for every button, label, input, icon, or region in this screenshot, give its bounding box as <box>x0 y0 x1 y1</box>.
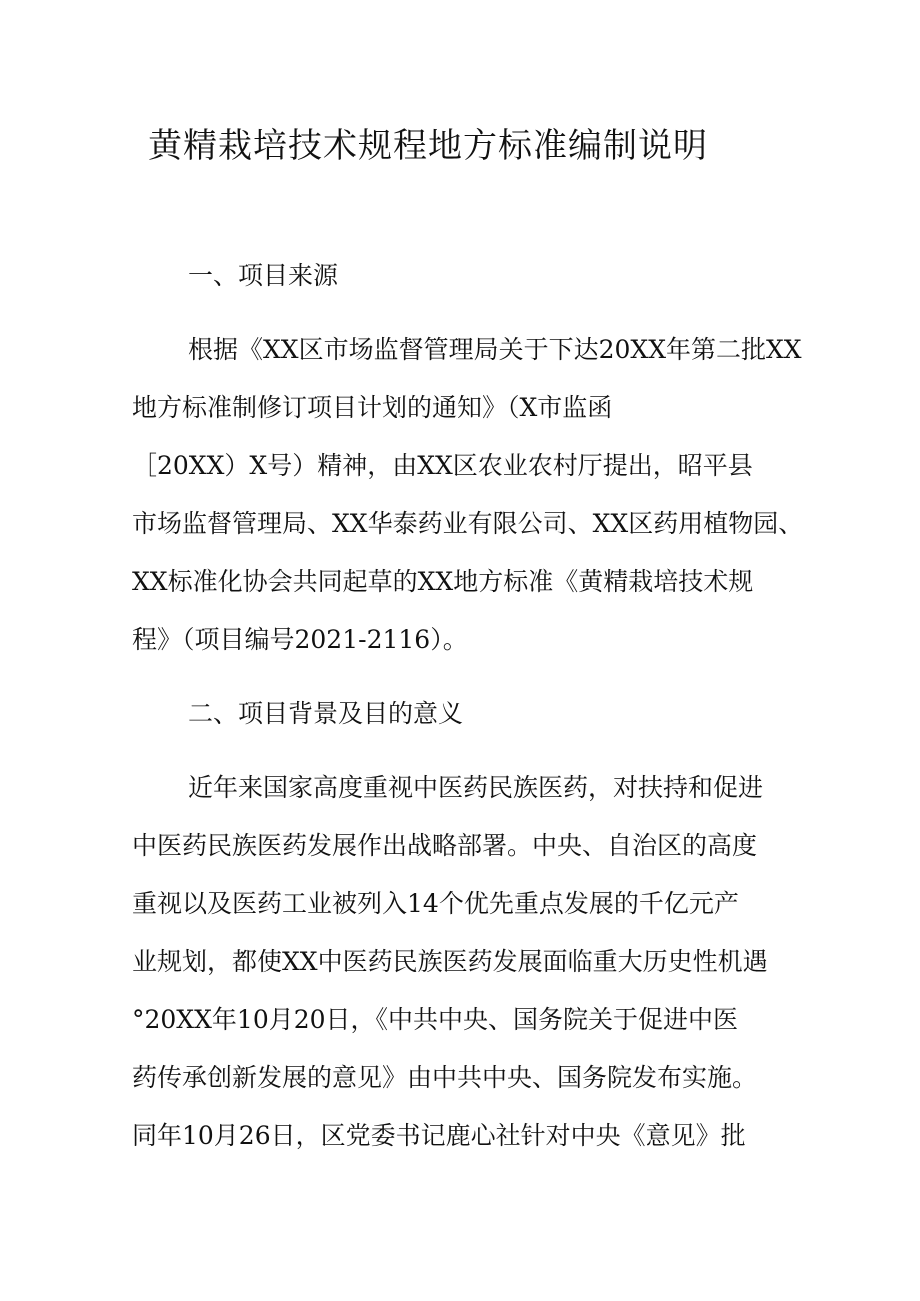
section-heading-project-source: 一、项目来源 <box>188 261 339 290</box>
paragraph-line: 中医药民族医药发展作出战略部署。中央、自治区的高度 <box>132 831 758 860</box>
section-heading-background: 二、项目背景及目的意义 <box>188 699 464 728</box>
paragraph-line: 程》（项目编号2021-2116）。 <box>132 625 468 654</box>
paragraph-line: 根据《XX区市场监督管理局关于下达20XX年第二批XX <box>188 335 802 364</box>
paragraph-line: 药传承创新发展的意见》由中共中央、国务院发布实施。 <box>132 1063 758 1092</box>
paragraph-line: 市场监督管理局、XX华泰药业有限公司、XX区药用植物园、 <box>132 509 804 538</box>
document-title: 黄精栽培技术规程地方标准编制说明 <box>148 126 708 166</box>
paragraph-line: 近年来国家高度重视中医药民族医药，对扶持和促进 <box>188 773 764 802</box>
paragraph-line: 地方标准制修订项目计划的通知》（X市监函 <box>132 393 613 422</box>
paragraph-line: °20XX年10月20日，《中共中央、国务院关于促进中医 <box>132 1005 739 1034</box>
paragraph-line: 重视以及医药工业被列入14个优先重点发展的千亿元产 <box>132 889 739 918</box>
paragraph-line: 业规划，都使XX中医药民族医药发展面临重大历史性机遇 <box>132 947 768 976</box>
paragraph-line: XX标准化协会共同起草的XX地方标准《黄精栽培技术规 <box>132 567 754 596</box>
paragraph-line: 同年10月26日，区党委书记鹿心社针对中央《意见》批 <box>132 1121 746 1150</box>
paragraph-line: ［20XX）X号）精神，由XX区农业农村厅提出，昭平县 <box>132 451 753 480</box>
